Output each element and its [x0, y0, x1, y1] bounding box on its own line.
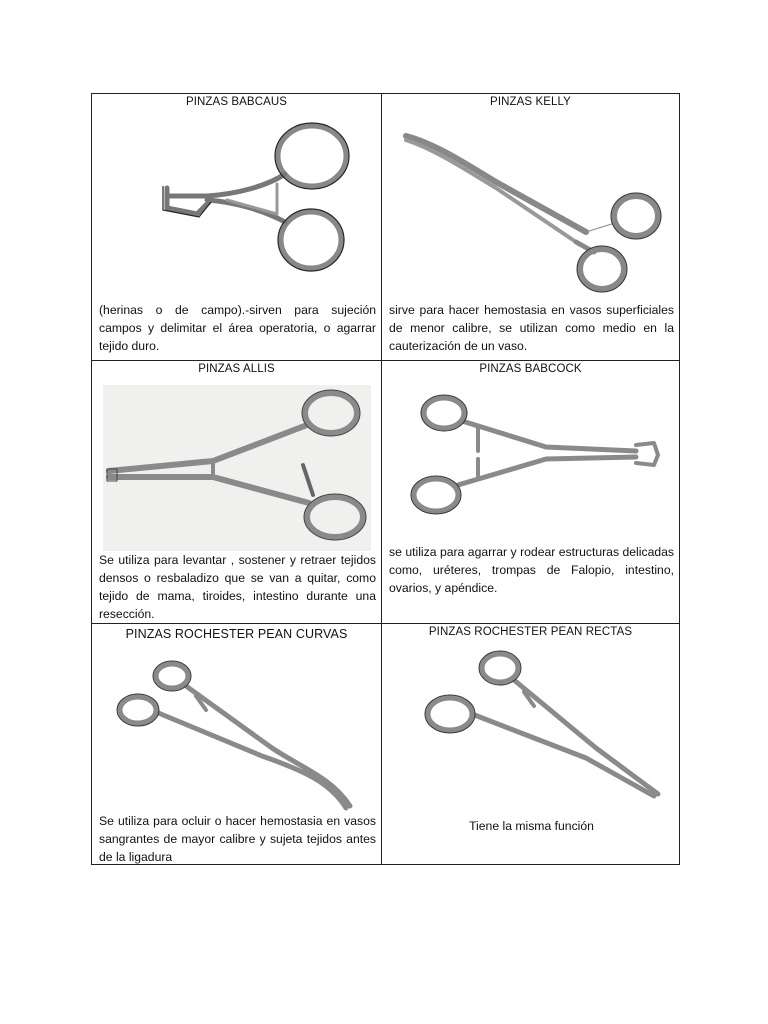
- instrument-table: [91, 93, 680, 865]
- cell-title: PINZAS KELLY: [490, 96, 571, 108]
- babcock-forceps-icon: [382, 393, 679, 523]
- cell-rochester-pean-rectas: [382, 624, 680, 865]
- cell-description: se utiliza para agarrar y rodear estructuras delicadas como, uréteres, trompas de Falopio, intestino, ovarios, y apéndice.: [389, 545, 674, 595]
- allis-forceps-icon: [92, 385, 381, 551]
- towel-clamp-icon: [92, 116, 381, 296]
- curved-pean-forceps-icon: [92, 658, 381, 818]
- cell-title: PINZAS ALLIS: [198, 363, 275, 375]
- cell-rochester-pean-curvas: [92, 624, 382, 865]
- cell-allis: [92, 361, 382, 624]
- cell-title: PINZAS BABCOCK: [479, 363, 582, 375]
- cell-title: PINZAS BABCAUS: [185, 96, 288, 108]
- cell-babcock: [382, 361, 680, 624]
- cell-title: PINZAS ROCHESTER PEAN RECTAS: [428, 626, 633, 638]
- cell-title: PINZAS ROCHESTER PEAN CURVAS: [125, 627, 348, 641]
- cell-description: Tiene la misma función: [469, 819, 594, 833]
- cell-babcaus: [92, 94, 382, 361]
- cell-description: (herinas o de campo).-sirven para sujeción campos y delimitar el área operatoria, o agarrar tejido duro.: [99, 303, 376, 353]
- cell-description: Se utiliza para ocluir o hacer hemostasia en vasos sangrantes de mayor calibre y sujeta tejidos antes de la ligadura: [99, 814, 376, 864]
- straight-pean-forceps-icon: [382, 648, 679, 808]
- cell-description: Se utiliza para levantar , sostener y retraer tejidos densos o resbaladizo que se van a quitar, como tejido de mama, tiroides, intestino durante una resección.: [99, 553, 376, 621]
- curved-hemostat-icon: [382, 124, 679, 304]
- cell-description: sirve para hacer hemostasia en vasos superficiales de menor calibre, se utilizan como medio en la cauterización de un vaso.: [389, 303, 674, 353]
- cell-kelly: [382, 94, 680, 361]
